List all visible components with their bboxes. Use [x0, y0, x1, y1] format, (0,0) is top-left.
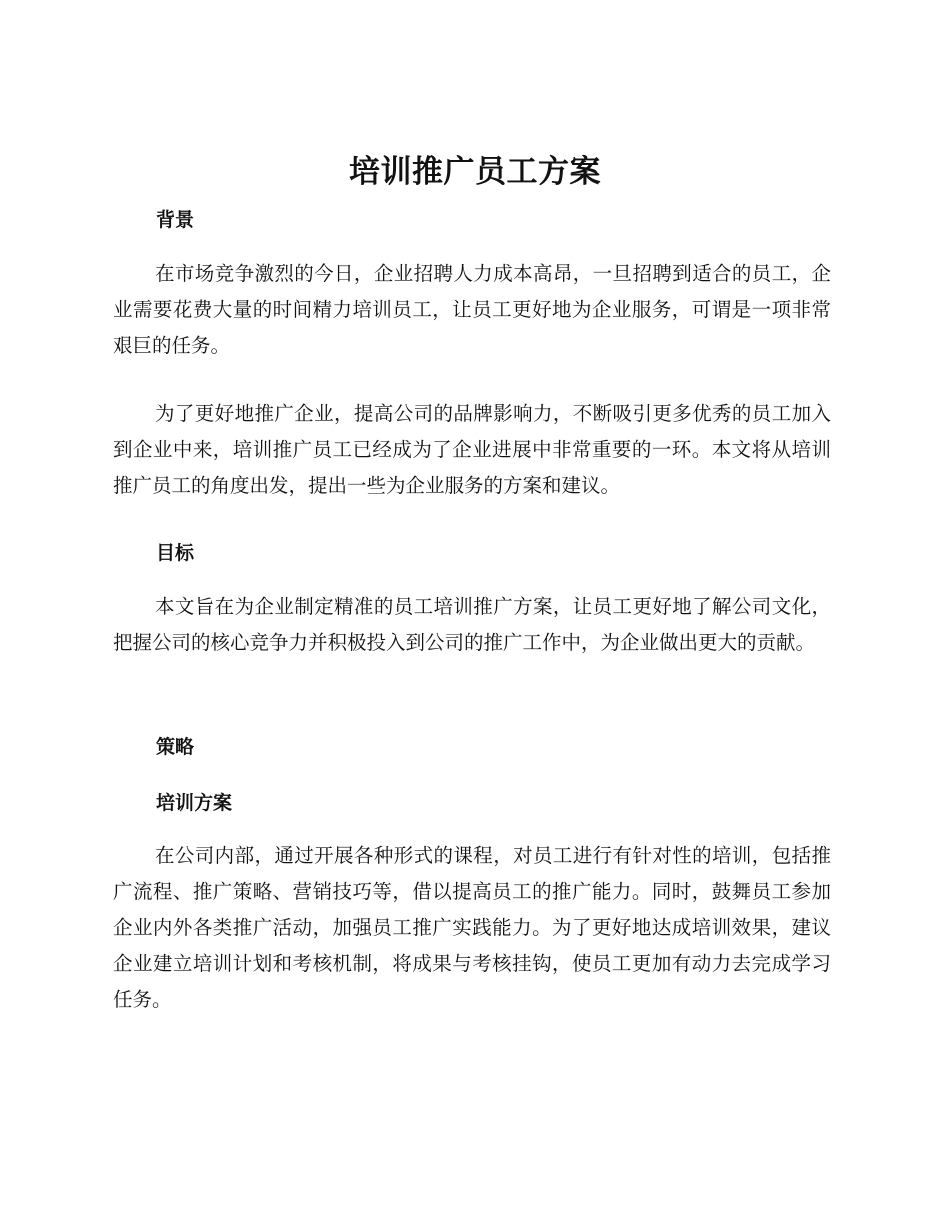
document-title: 培训推广员工方案 — [349, 154, 601, 190]
background-paragraph-2: 为了更好地推广企业，提高公司的品牌影响力，不断吸引更多优秀的员工加入到企业中来，培训推广员工已经成为了企业进展中非常重要的一环。本文将从培训推广员工的角度出发，提出一些为企业服务的方案和建议。 — [113, 402, 831, 497]
background-paragraph-1: 在市场竞争激烈的今日，企业招聘人力成本高昂，一旦招聘到适合的员工，企业需要花费大量的时间精力培训员工，让员工更好地为企业服务，可谓是一项非常艰巨的任务。 — [113, 262, 831, 357]
goal-paragraph-1: 本文旨在为企业制定精准的员工培训推广方案，让员工更好地了解公司文化，把握公司的核心竞争力并积极投入到公司的推广工作中，为企业做出更大的贡献。 — [113, 595, 831, 654]
training-plan-paragraph-1: 在公司内部，通过开展各种形式的课程，对员工进行有针对性的培训，包括推广流程、推广策略、营销技巧等，借以提高员工的推广能力。同时，鼓舞员工参加企业内外各类推广活动，加强员工推广实践能力。为了更好地达成培训效果，建议企业建立培训计划和考核机制，将成果与考核挂钩，使员工更加有动力去完成学习任务。 — [113, 844, 831, 1011]
section-heading-goal: 目标 — [156, 542, 195, 564]
section-heading-strategy: 策略 — [156, 736, 195, 758]
section-heading-training-plan: 培训方案 — [156, 792, 233, 814]
section-heading-background: 背景 — [156, 209, 195, 231]
